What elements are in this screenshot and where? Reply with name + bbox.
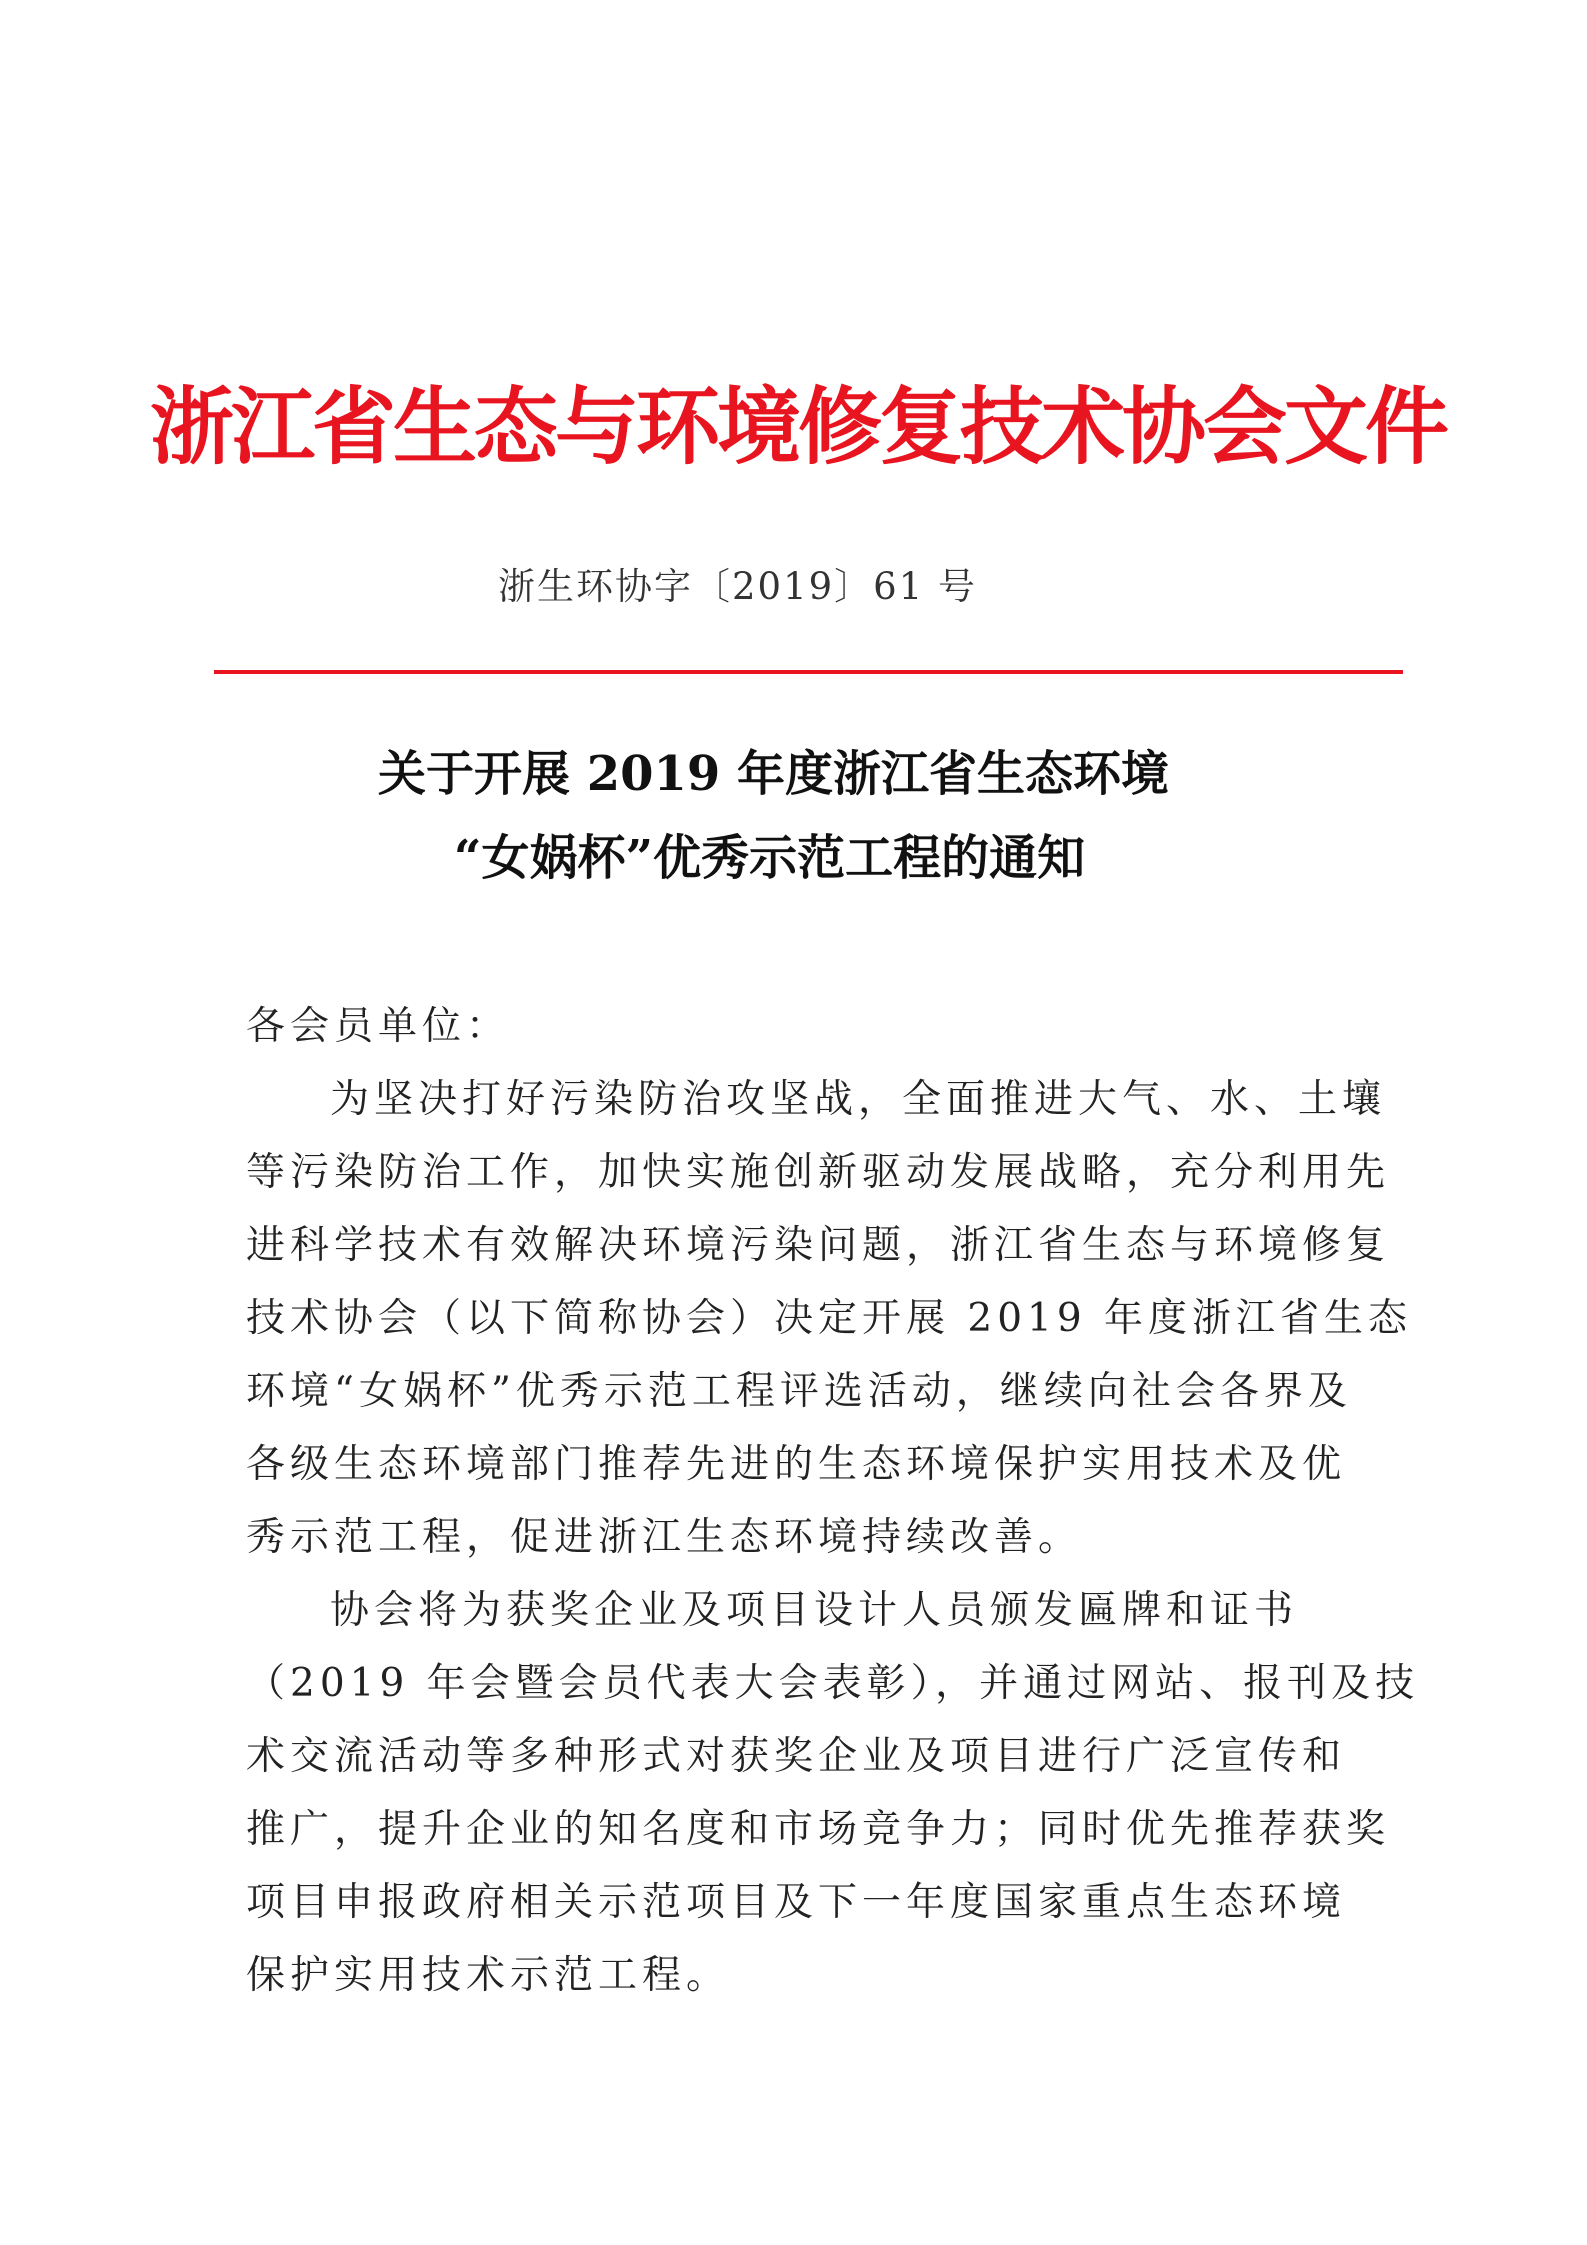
header-divider-rule <box>214 670 1403 674</box>
salutation: 各会员单位： <box>246 1004 511 1049</box>
notice-title <box>150 732 1437 900</box>
paragraph-1-line: 等污染防治工作，加快实施创新驱动发展战略，充分利用先 <box>246 1150 1391 1195</box>
paragraph-2-line: 术交流活动等多种形式对获奖企业及项目进行广泛宣传和 <box>246 1734 1347 1779</box>
paragraph-2-line: 项目申报政府相关示范项目及下一年度国家重点生态环境 <box>246 1880 1347 1925</box>
notice-title-line-1: 关于开展 2019 年度浙江省生态环境 <box>377 746 1170 802</box>
document-number: 浙生环协字〔2019〕61 号 <box>498 565 978 608</box>
notice-body <box>246 990 1420 2012</box>
paragraph-2-line: （2019 年会暨会员代表大会表彰），并通过网站、报刊及技 <box>246 1661 1420 1706</box>
paragraph-2-line: 推广，提升企业的知名度和市场竞争力；同时优先推荐获奖 <box>246 1807 1391 1852</box>
paragraph-1-line: 各级生态环境部门推荐先进的生态环境保护实用技术及优 <box>246 1442 1347 1487</box>
issuer-header-title: 浙江省生态与环境修复技术协会文件 <box>150 378 1447 476</box>
paragraph-1-line: 进科学技术有效解决环境污染问题，浙江省生态与环境修复 <box>246 1223 1391 1268</box>
notice-title-line-2: “女娲杯”优秀示范工程的通知 <box>453 830 1086 886</box>
paragraph-1-line: 环境“女娲杯”优秀示范工程评选活动，继续向社会各界及 <box>246 1369 1352 1414</box>
paragraph-1-line: 技术协会（以下简称协会）决定开展 2019 年度浙江省生态 <box>246 1296 1413 1341</box>
paragraph-1-line: 为坚决打好污染防治攻坚战，全面推进大气、水、土壤 <box>330 1077 1387 1122</box>
paragraph-2-line: 保护实用技术示范工程。 <box>246 1953 731 1998</box>
paragraph-1-line: 秀示范工程，促进浙江生态环境持续改善。 <box>246 1515 1083 1560</box>
paragraph-2-line: 协会将为获奖企业及项目设计人员颁发匾牌和证书 <box>330 1588 1299 1633</box>
